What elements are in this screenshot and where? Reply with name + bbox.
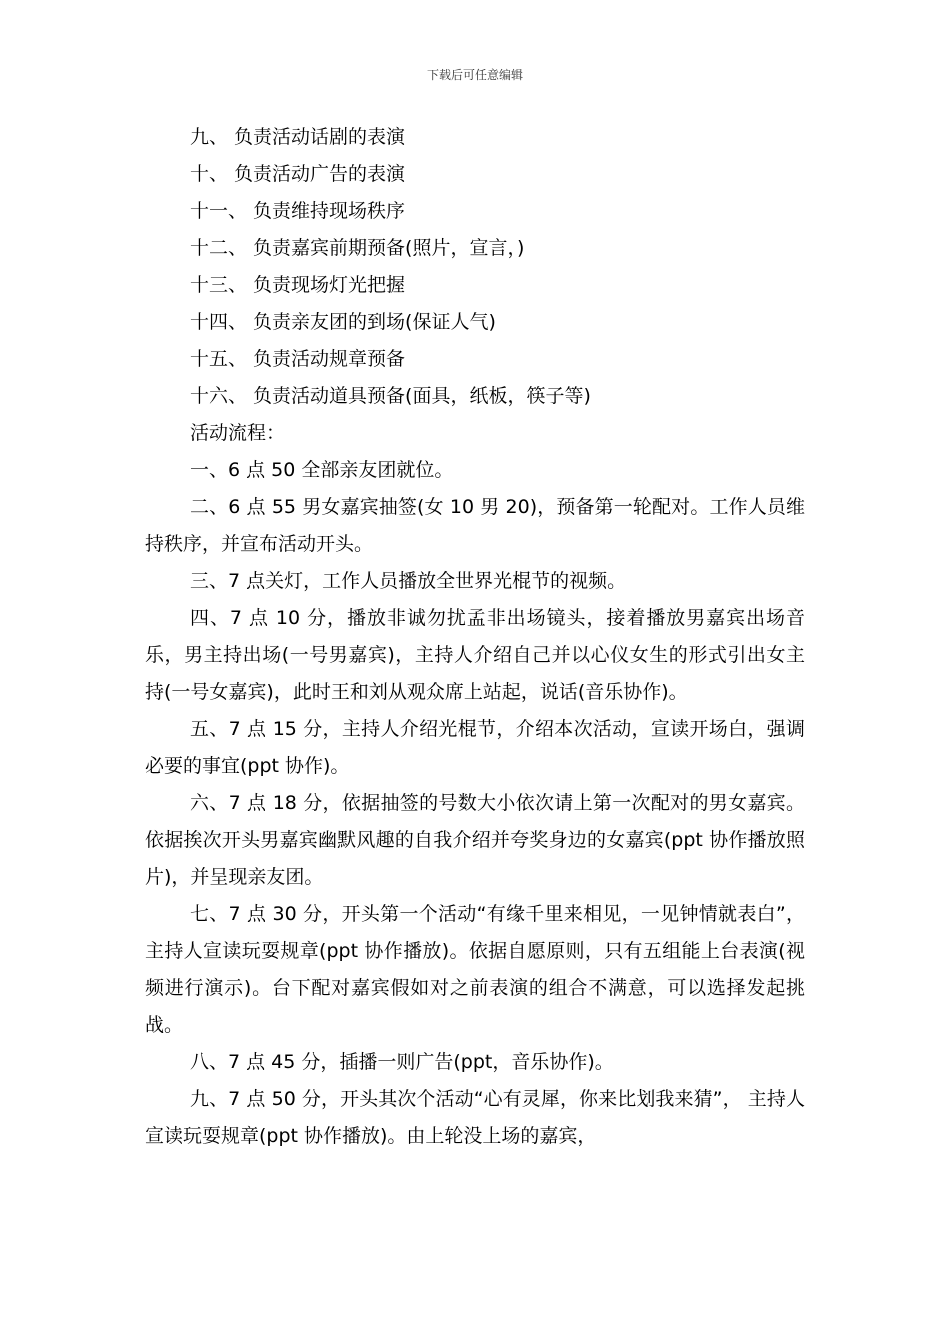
process-step: 八、7 点 45 分，插播一则广告(ppt，音乐协作)。 [190, 1051, 614, 1073]
document-body [145, 119, 805, 1155]
task-item: 十六、 负责活动道具预备(面具，纸板，筷子等) [190, 385, 591, 407]
process-step: 七、7 点 30 分，开头第一个活动“有缘千里来相见，一见钟情就表白”，主持人宣读玩耍规章(ppt 协作播放)。依据自愿原则，只有五组能上台表演(视频进行演示)。台下配对嘉宾假如对之前表演的组合不满意，可以选择发起挑战。 [145, 903, 805, 1036]
page-header: 下载后可任意编辑 [426, 68, 523, 82]
process-step: 九、7 点 50 分，开头其次个活动“心有灵犀，你来比划我来猜”， 主持人宣读玩耍规章(ppt 协作播放)。由上轮没上场的嘉宾， [145, 1088, 805, 1147]
task-item: 九、 负责活动话剧的表演 [190, 126, 406, 148]
process-step: 四、7 点 10 分，播放非诚勿扰孟非出场镜头，接着播放男嘉宾出场音乐，男主持出场(一号男嘉宾)，主持人介绍自己并以心仪女生的形式引出女主持(一号女嘉宾)，此时王和刘从观众席上站起，说话(音乐协作)。 [145, 607, 805, 703]
process-step: 二、6 点 55 男女嘉宾抽签(女 10 男 20)，预备第一轮配对。工作人员维持秩序，并宣布活动开头。 [145, 496, 805, 555]
process-title: 活动流程： [190, 422, 286, 444]
task-item: 十、 负责活动广告的表演 [190, 163, 406, 185]
task-item: 十二、 负责嘉宾前期预备(照片，宣言，) [190, 237, 525, 259]
task-item: 十五、 负责活动规章预备 [190, 348, 406, 370]
task-item: 十四、 负责亲友团的到场(保证人气) [190, 311, 496, 333]
process-step: 六、7 点 18 分，依据抽签的号数大小依次请上第一次配对的男女嘉宾。依据挨次开头男嘉宾幽默风趣的自我介绍并夸奖身边的女嘉宾(ppt 协作播放照片)，并呈现亲友团。 [145, 792, 805, 888]
process-step: 三、7 点关灯，工作人员播放全世界光棍节的视频。 [190, 570, 627, 592]
process-step: 五、7 点 15 分，主持人介绍光棍节，介绍本次活动，宣读开场白，强调必要的事宜(ppt 协作)。 [145, 718, 805, 777]
task-item: 十三、 负责现场灯光把握 [190, 274, 406, 296]
process-step: 一、6 点 50 全部亲友团就位。 [190, 459, 454, 481]
task-item: 十一、 负责维持现场秩序 [190, 200, 406, 222]
